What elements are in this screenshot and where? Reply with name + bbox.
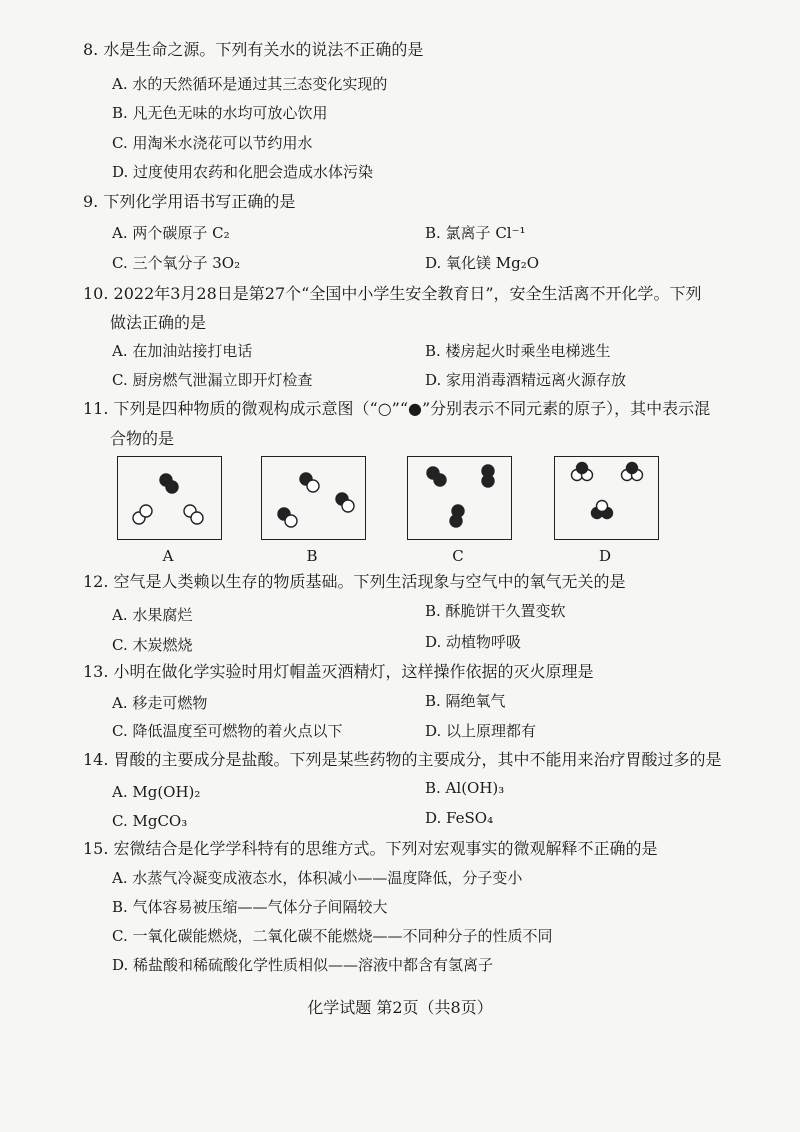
- question-11-stem: 11. 下列是四种物质的微观构成示意图（“○”“●”分别表示不同元素的原子），其中表示混: [83, 399, 711, 418]
- question-13-option-a: A. 移走可燃物: [112, 694, 208, 712]
- question-9-option-b: B. 氯离子 Cl⁻¹: [425, 224, 526, 242]
- question-9-stem: 9. 下列化学用语书写正确的是: [83, 192, 296, 211]
- question-9-option-d: D. 氧化镁 Mg₂O: [425, 254, 540, 272]
- question-10-option-a: A. 在加油站接打电话: [112, 342, 253, 360]
- question-12-stem: 12. 空气是人类赖以生存的物质基础。下列生活现象与空气中的氧气无关的是: [83, 572, 626, 591]
- question-12-option-d: D. 动植物呼吸: [425, 633, 522, 651]
- figure-c-diagram: [408, 457, 511, 539]
- question-8-option-a: A. 水的天然循环是通过其三态变化实现的: [112, 75, 388, 93]
- question-14-option-a: A. Mg(OH)₂: [112, 783, 201, 801]
- question-13-option-c: C. 降低温度至可燃物的着火点以下: [112, 722, 343, 740]
- question-8-stem: 8. 水是生命之源。下列有关水的说法不正确的是: [83, 40, 424, 59]
- figure-d-label: D: [598, 547, 612, 565]
- figure-d-diagram: [555, 457, 658, 539]
- question-14-stem: 14. 胃酸的主要成分是盐酸。下列是某些药物的主要成分，其中不能用来治疗胃酸过多的是: [83, 750, 722, 769]
- question-13-option-b: B. 隔绝氧气: [425, 692, 506, 710]
- question-15-stem: 15. 宏微结合是化学学科特有的思维方式。下列对宏观事实的微观解释不正确的是: [83, 839, 658, 858]
- question-12-option-a: A. 水果腐烂: [112, 606, 193, 624]
- figure-b-label: B: [306, 547, 318, 565]
- question-15-option-d: D. 稀盐酸和稀硫酸化学性质相似——溶液中都含有氢离子: [112, 956, 494, 974]
- question-15-option-a: A. 水蒸气冷凝变成液态水，体积减小——温度降低，分子变小: [112, 869, 523, 887]
- page-footer: 化学试题 第2页（共8页）: [307, 998, 493, 1017]
- question-10-stem: 10. 2022年3月28日是第27个“全国中小学生安全教育日”，安全生活离不开化学。下列: [83, 284, 702, 303]
- figure-b-diagram: [262, 457, 365, 539]
- question-9-option-c: C. 三个氧分子 3O₂: [112, 254, 241, 272]
- question-8-option-d: D. 过度使用农药和化肥会造成水体污染: [112, 163, 374, 181]
- question-10-option-c: C. 厨房燃气泄漏立即开灯检查: [112, 371, 313, 389]
- question-12-option-c: C. 木炭燃烧: [112, 636, 193, 654]
- question-14-option-b: B. Al(OH)₃: [425, 779, 505, 797]
- question-14-option-d: D. FeSO₄: [425, 809, 494, 827]
- question-13-stem: 13. 小明在做化学实验时用灯帽盖灭酒精灯，这样操作依据的灭火原理是: [83, 662, 594, 681]
- question-10-option-b: B. 楼房起火时乘坐电梯逃生: [425, 342, 611, 360]
- figure-c-box: [407, 456, 512, 540]
- question-8-option-c: C. 用淘米水浇花可以节约用水: [112, 134, 313, 152]
- question-15-option-b: B. 气体容易被压缩——气体分子间隔较大: [112, 898, 388, 916]
- question-10-option-d: D. 家用消毒酒精远离火源存放: [425, 371, 627, 389]
- question-10-continuation: 做法正确的是: [110, 313, 207, 332]
- question-9-option-a: A. 两个碳原子 C₂: [112, 224, 230, 242]
- figure-a-label: A: [162, 547, 174, 565]
- figure-a-diagram: [118, 457, 221, 539]
- figure-b-box: [261, 456, 366, 540]
- question-15-option-c: C. 一氧化碳能燃烧，二氧化碳不能燃烧——不同种分子的性质不同: [112, 927, 553, 945]
- question-12-option-b: B. 酥脆饼干久置变软: [425, 602, 566, 620]
- figure-a-box: [117, 456, 222, 540]
- question-8-option-b: B. 凡无色无味的水均可放心饮用: [112, 104, 328, 122]
- question-11-continuation: 合物的是: [110, 429, 175, 448]
- question-13-option-d: D. 以上原理都有: [425, 722, 537, 740]
- figure-c-label: C: [452, 547, 464, 565]
- question-14-option-c: C. MgCO₃: [112, 812, 188, 830]
- figure-d-box: [554, 456, 659, 540]
